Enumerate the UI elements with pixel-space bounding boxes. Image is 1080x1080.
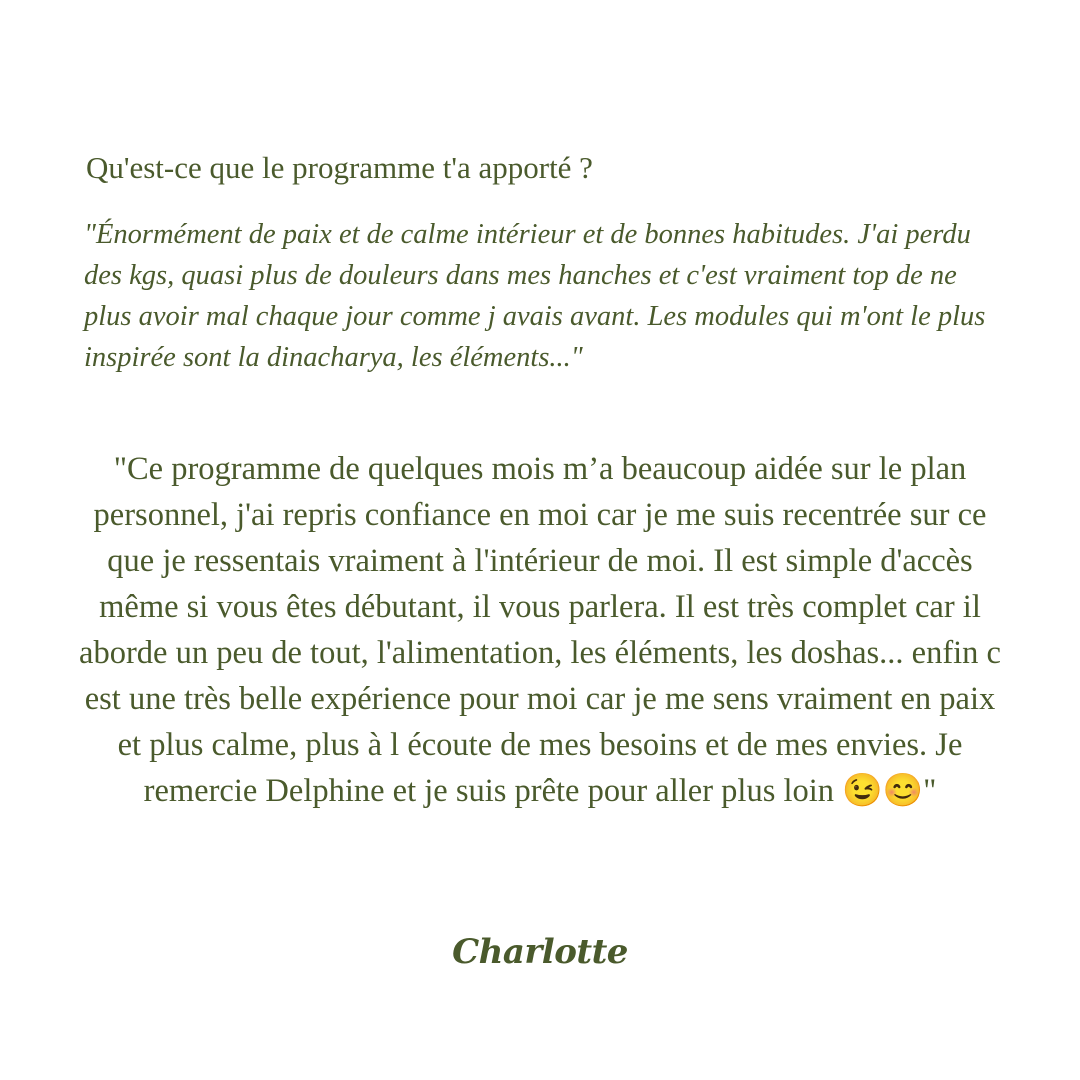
question-heading: Qu'est-ce que le programme t'a apporté ? — [86, 150, 593, 185]
testimonial-quote: "Ce programme de quelques mois m’a beaucoup aidée sur le plan personnel, j'ai repris confiance en moi car je me suis recentrée sur ce que je ressentais vraiment à l'intérieur de moi. Il est simple d'accès même si vous êtes débutant, il vous parlera. Il est très complet car il aborde un peu de tout, l'alimentation, les éléments, les doshas... enfin c est une très belle expérience pour moi car je me sens vraiment en paix et plus calme, plus à l écoute de mes besoins et de mes envies. Je remercie Delphine et je suis prête pour aller plus loin 😉😊" — [79, 451, 1001, 809]
author-name: Charlotte — [452, 932, 628, 972]
short-answer-quote: "Énormément de paix et de calme intérieur et de bonnes habitudes. J'ai perdu des kgs, quasi plus de douleurs dans mes hanches et c'est vraiment top de ne plus avoir mal chaque jour comme j avais avant. Les modules qui m'ont le plus inspirée sont la dinacharya, les éléments..." — [84, 219, 986, 373]
